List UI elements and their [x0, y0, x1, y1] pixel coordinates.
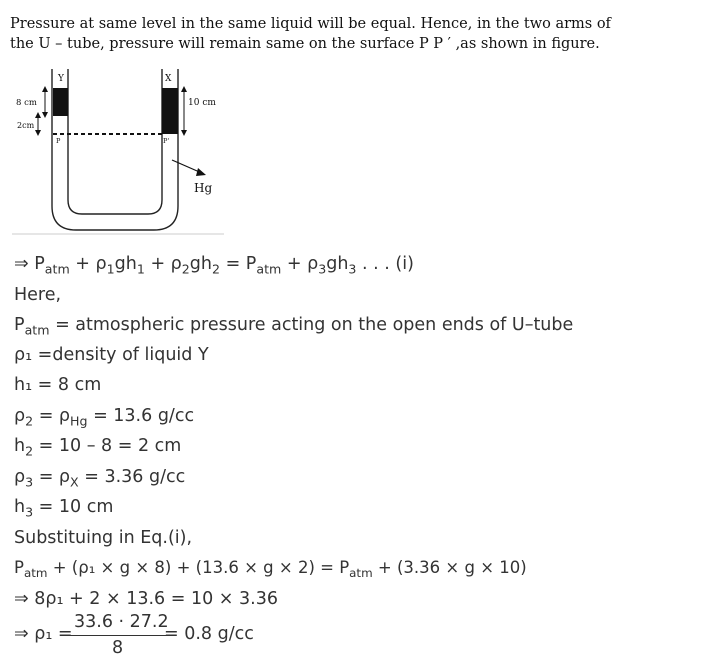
hg-pointer-head: [196, 168, 206, 176]
arrow-8cm-head-down: [42, 112, 48, 118]
label-2cm: 2cm: [17, 121, 35, 130]
u-tube-inner-wall: [68, 136, 162, 214]
rho3-definition: $\rho_3 = \rho_X = 3.36$ g/cc: [14, 467, 186, 490]
label-8cm: 8 cm: [16, 98, 37, 108]
fraction-numerator: 33.6 · 27.2: [74, 612, 169, 632]
label-p-prime: P': [163, 137, 170, 145]
intro-line-1: Pressure at same level in the same liquid will be equal. Hence, in the two arms of: [10, 16, 611, 32]
liquid-y-column: [53, 88, 68, 116]
arrow-10cm-head-up: [181, 86, 187, 92]
u-tube-figure: [12, 66, 242, 241]
fraction-denominator: 8: [112, 638, 124, 658]
h3-definition: $h_3 = 10$ cm: [14, 497, 114, 520]
substituted-equation: $P_{atm} + (\rho_1 \times g \times 8) + (13.6 \times g \times 2) = P_{atm} + (3.36 \times g \times 10)$: [14, 558, 527, 581]
arrow-10cm-head-down: [181, 130, 187, 136]
label-x: X: [165, 74, 172, 84]
h2-definition: $h_2 = 10 - 8 = 2$ cm: [14, 436, 182, 459]
label-p: P: [56, 137, 61, 145]
intro-line-2: the U – tube, pressure will remain same on the surface P P ′ ,as shown in figure.: [10, 36, 600, 52]
arrow-2cm-head-up: [35, 112, 41, 118]
intro-paragraph: [10, 14, 690, 54]
patm-definition: $P_{atm}$ = atmospheric pressure acting on the open ends of U–tube: [14, 315, 574, 338]
u-tube-outer-wall: [52, 69, 178, 230]
step-equation: ⇒ 8ρ₁ + 2 × 13.6 = 10 × 3.36: [14, 589, 278, 609]
final-fraction: [70, 612, 170, 660]
liquid-x-column: [162, 88, 178, 134]
h1-definition: h₁ = 8 cm: [14, 375, 102, 395]
here-label: Here,: [14, 285, 62, 305]
fraction-bar: [70, 635, 166, 636]
substituting-text: Substituing in Eq.(i),: [14, 528, 193, 548]
label-10cm: 10 cm: [188, 98, 216, 108]
rho1-definition: ρ₁ =density of liquid Y: [14, 345, 209, 365]
equation-i: ⇒ $P_{atm} + \rho_1gh_1 + \rho_2gh_2 = P_{atm} + \rho_3gh_3$ . . . (i): [14, 254, 414, 277]
label-hg: Hg: [194, 181, 213, 195]
arrow-2cm-head-down: [35, 130, 41, 136]
label-y: Y: [58, 74, 64, 84]
rho2-definition: $\rho_2 = \rho_{Hg} = 13.6$ g/cc: [14, 406, 195, 429]
final-lhs: ⇒ ρ₁ =: [14, 624, 73, 644]
arrow-8cm-head-up: [42, 86, 48, 92]
final-rhs: = 0.8 g/cc: [164, 624, 254, 644]
